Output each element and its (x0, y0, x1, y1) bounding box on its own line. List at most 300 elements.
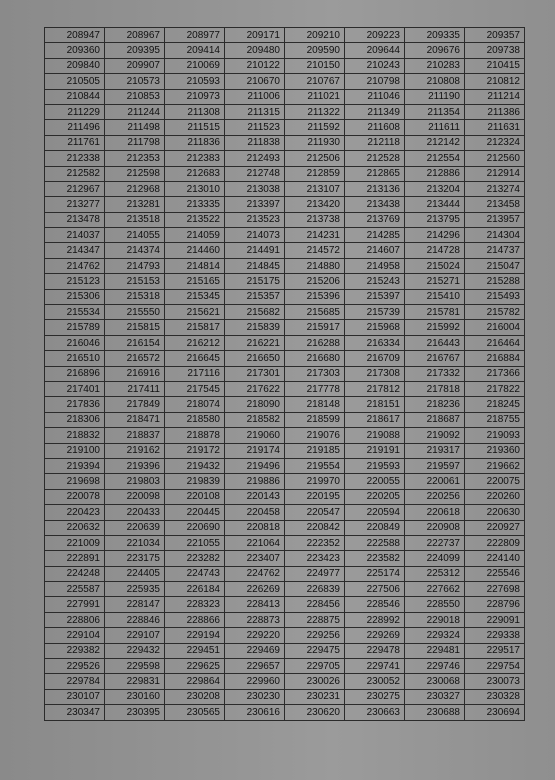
table-cell: 211046 (345, 89, 405, 104)
table-cell: 212968 (105, 181, 165, 196)
table-cell: 222352 (285, 535, 345, 550)
table-cell: 213281 (105, 197, 165, 212)
table-cell: 216443 (405, 335, 465, 350)
table-cell: 228873 (225, 612, 285, 627)
table-cell: 210853 (105, 89, 165, 104)
table-cell: 220690 (165, 520, 225, 535)
table-cell: 218245 (465, 397, 525, 412)
table-row (45, 443, 525, 458)
table-cell: 229784 (45, 674, 105, 689)
table-cell: 212748 (225, 166, 285, 181)
table-cell: 213458 (465, 197, 525, 212)
table-cell: 229526 (45, 659, 105, 674)
number-table-body (45, 28, 525, 721)
table-cell: 210150 (285, 58, 345, 73)
table-cell: 229256 (285, 628, 345, 643)
table-cell: 215396 (285, 289, 345, 304)
table-cell: 212865 (345, 166, 405, 181)
table-cell: 220927 (465, 520, 525, 535)
table-cell: 213010 (165, 181, 225, 196)
table-row (45, 58, 525, 73)
table-cell: 208977 (165, 28, 225, 43)
table-cell: 220055 (345, 474, 405, 489)
table-cell: 225935 (105, 582, 165, 597)
table-cell: 225546 (465, 566, 525, 581)
table-row (45, 566, 525, 581)
table-cell: 224099 (405, 551, 465, 566)
table-cell: 227698 (465, 582, 525, 597)
table-cell: 229481 (405, 643, 465, 658)
table-cell: 217545 (165, 381, 225, 396)
table-cell: 229469 (225, 643, 285, 658)
table-cell: 230107 (45, 689, 105, 704)
table-cell: 229517 (465, 643, 525, 658)
table-cell: 219394 (45, 458, 105, 473)
table-cell: 215839 (225, 320, 285, 335)
table-cell: 229382 (45, 643, 105, 658)
table-cell: 212506 (285, 151, 345, 166)
table-cell: 218755 (465, 412, 525, 427)
table-cell: 212914 (465, 166, 525, 181)
table-cell: 213523 (225, 212, 285, 227)
table-cell: 229107 (105, 628, 165, 643)
table-row (45, 366, 525, 381)
table-cell: 214737 (465, 243, 525, 258)
table-cell: 230231 (285, 689, 345, 704)
table-cell: 220260 (465, 489, 525, 504)
table-cell: 212142 (405, 135, 465, 150)
table-cell: 214304 (465, 228, 525, 243)
table-cell: 229754 (465, 659, 525, 674)
table-cell: 218580 (165, 412, 225, 427)
table-cell: 226839 (285, 582, 345, 597)
table-cell: 219088 (345, 428, 405, 443)
table-cell: 229324 (405, 628, 465, 643)
table-cell: 220908 (405, 520, 465, 535)
table-cell: 220423 (45, 505, 105, 520)
table-cell: 230328 (465, 689, 525, 704)
table-cell: 230616 (225, 705, 285, 720)
table-cell: 216510 (45, 351, 105, 366)
table-cell: 221009 (45, 535, 105, 550)
table-cell: 216767 (405, 351, 465, 366)
table-cell: 210283 (405, 58, 465, 73)
table-cell: 216464 (465, 335, 525, 350)
table-cell: 219100 (45, 443, 105, 458)
table-cell: 221064 (225, 535, 285, 550)
table-cell: 215550 (105, 305, 165, 320)
table-cell: 220078 (45, 489, 105, 504)
table-cell: 229018 (405, 612, 465, 627)
table-cell: 228550 (405, 597, 465, 612)
table-cell: 219597 (405, 458, 465, 473)
table-cell: 209590 (285, 43, 345, 58)
table-cell: 220205 (345, 489, 405, 504)
table-cell: 224248 (45, 566, 105, 581)
table-cell: 211496 (45, 120, 105, 135)
table-cell: 209676 (405, 43, 465, 58)
table-row (45, 643, 525, 658)
table-cell: 212338 (45, 151, 105, 166)
table-cell: 210844 (45, 89, 105, 104)
table-cell: 211315 (225, 104, 285, 119)
table-cell: 222588 (345, 535, 405, 550)
table-cell: 230160 (105, 689, 165, 704)
table-cell: 220433 (105, 505, 165, 520)
table-cell: 209414 (165, 43, 225, 58)
table-cell: 220547 (285, 505, 345, 520)
table-cell: 212598 (105, 166, 165, 181)
table-cell: 211498 (105, 120, 165, 135)
table-cell: 213769 (345, 212, 405, 227)
table-cell: 219886 (225, 474, 285, 489)
table-cell: 218090 (225, 397, 285, 412)
table-cell: 220195 (285, 489, 345, 504)
table-cell: 209644 (345, 43, 405, 58)
table-cell: 226269 (225, 582, 285, 597)
table-cell: 230073 (465, 674, 525, 689)
table-cell: 211244 (105, 104, 165, 119)
table-row (45, 428, 525, 443)
table-cell: 213738 (285, 212, 345, 227)
table-cell: 214231 (285, 228, 345, 243)
table-cell: 209335 (405, 28, 465, 43)
table-cell: 219662 (465, 458, 525, 473)
table-cell: 210808 (405, 74, 465, 89)
table-cell: 229475 (285, 643, 345, 658)
table-cell: 211523 (225, 120, 285, 135)
table-cell: 212118 (345, 135, 405, 150)
table-cell: 211229 (45, 104, 105, 119)
table-cell: 214762 (45, 258, 105, 273)
table-cell: 223175 (105, 551, 165, 566)
table-cell: 228456 (285, 597, 345, 612)
table-cell: 220458 (225, 505, 285, 520)
table-cell: 219060 (225, 428, 285, 443)
table-row (45, 520, 525, 535)
table-cell: 211190 (405, 89, 465, 104)
table-cell: 220098 (105, 489, 165, 504)
table-cell: 219496 (225, 458, 285, 473)
table-cell: 211006 (225, 89, 285, 104)
table-row (45, 474, 525, 489)
table-cell: 217366 (465, 366, 525, 381)
table-cell: 211838 (225, 135, 285, 150)
table-cell: 215493 (465, 289, 525, 304)
table-cell: 212493 (225, 151, 285, 166)
table-cell: 224977 (285, 566, 345, 581)
table-cell: 215153 (105, 274, 165, 289)
table-row (45, 89, 525, 104)
table-cell: 211308 (165, 104, 225, 119)
table-cell: 228413 (225, 597, 285, 612)
table-cell: 229269 (345, 628, 405, 643)
table-cell: 218837 (105, 428, 165, 443)
table-cell: 211214 (465, 89, 525, 104)
table-cell: 209223 (345, 28, 405, 43)
table-cell: 215992 (405, 320, 465, 335)
table-cell: 217622 (225, 381, 285, 396)
table-cell: 215534 (45, 305, 105, 320)
table-cell: 210243 (345, 58, 405, 73)
table-row (45, 351, 525, 366)
table-cell: 222737 (405, 535, 465, 550)
table-cell: 219360 (465, 443, 525, 458)
table-cell: 217818 (405, 381, 465, 396)
table-cell: 229338 (465, 628, 525, 643)
table-cell: 216212 (165, 335, 225, 350)
table-cell: 220618 (405, 505, 465, 520)
table-cell: 219698 (45, 474, 105, 489)
table-cell: 228323 (165, 597, 225, 612)
table-cell: 230068 (405, 674, 465, 689)
table-cell: 211349 (345, 104, 405, 119)
table-cell: 218878 (165, 428, 225, 443)
table-cell: 225587 (45, 582, 105, 597)
table-cell: 229705 (285, 659, 345, 674)
table-cell: 215243 (345, 274, 405, 289)
table-cell: 214880 (285, 258, 345, 273)
table-cell: 211354 (405, 104, 465, 119)
table-cell: 229625 (165, 659, 225, 674)
table-cell: 220445 (165, 505, 225, 520)
table-row (45, 74, 525, 89)
table-cell: 214491 (225, 243, 285, 258)
table-cell: 217812 (345, 381, 405, 396)
table-cell: 218074 (165, 397, 225, 412)
table-cell: 223423 (285, 551, 345, 566)
table-cell: 219093 (465, 428, 525, 443)
table-cell: 229432 (105, 643, 165, 658)
table-cell: 225312 (405, 566, 465, 581)
table-cell: 211592 (285, 120, 345, 135)
table-cell: 228866 (165, 612, 225, 627)
table-cell: 230347 (45, 705, 105, 720)
table-cell: 215739 (345, 305, 405, 320)
table-cell: 211322 (285, 104, 345, 119)
table-cell: 219317 (405, 443, 465, 458)
table-cell: 213107 (285, 181, 345, 196)
table-cell: 223582 (345, 551, 405, 566)
table-row (45, 104, 525, 119)
table-cell: 212886 (405, 166, 465, 181)
table-cell: 214037 (45, 228, 105, 243)
table-cell: 219172 (165, 443, 225, 458)
table-cell: 217822 (465, 381, 525, 396)
table-cell: 227506 (345, 582, 405, 597)
table-row (45, 228, 525, 243)
table-cell: 215917 (285, 320, 345, 335)
table-cell: 228875 (285, 612, 345, 627)
table-cell: 216288 (285, 335, 345, 350)
table-cell: 216709 (345, 351, 405, 366)
table-cell: 214285 (345, 228, 405, 243)
table-cell: 215271 (405, 274, 465, 289)
table-cell: 215206 (285, 274, 345, 289)
table-row (45, 674, 525, 689)
table-cell: 230052 (345, 674, 405, 689)
table-cell: 215781 (405, 305, 465, 320)
table-cell: 225174 (345, 566, 405, 581)
table-cell: 228147 (105, 597, 165, 612)
table-cell: 228846 (105, 612, 165, 627)
table-cell: 230565 (165, 705, 225, 720)
table-row (45, 181, 525, 196)
table-cell: 209210 (285, 28, 345, 43)
table-cell: 216334 (345, 335, 405, 350)
table-cell: 215175 (225, 274, 285, 289)
table-cell: 217401 (45, 381, 105, 396)
table-row (45, 535, 525, 550)
table-cell: 220818 (225, 520, 285, 535)
table-cell: 223282 (165, 551, 225, 566)
table-row (45, 28, 525, 43)
table-cell: 219593 (345, 458, 405, 473)
table-cell: 222891 (45, 551, 105, 566)
table-cell: 214728 (405, 243, 465, 258)
table-cell: 215782 (465, 305, 525, 320)
table-cell: 230395 (105, 705, 165, 720)
table-row (45, 197, 525, 212)
table-cell: 213038 (225, 181, 285, 196)
table-row (45, 659, 525, 674)
table-cell: 222809 (465, 535, 525, 550)
table-cell: 211608 (345, 120, 405, 135)
table-cell: 216680 (285, 351, 345, 366)
table-cell: 229831 (105, 674, 165, 689)
table-cell: 213444 (405, 197, 465, 212)
table-cell: 211021 (285, 89, 345, 104)
table-cell: 220108 (165, 489, 225, 504)
table-cell: 229864 (165, 674, 225, 689)
table-row (45, 151, 525, 166)
table-row (45, 258, 525, 273)
table-row (45, 335, 525, 350)
table-cell: 230230 (225, 689, 285, 704)
table-cell: 230026 (285, 674, 345, 689)
table-cell: 228796 (465, 597, 525, 612)
table-cell: 219839 (165, 474, 225, 489)
table-cell: 210573 (105, 74, 165, 89)
table-cell: 229746 (405, 659, 465, 674)
table-cell: 210812 (465, 74, 525, 89)
table-cell: 218832 (45, 428, 105, 443)
table-row (45, 120, 525, 135)
number-table (44, 27, 525, 721)
table-cell: 211386 (465, 104, 525, 119)
table-row (45, 705, 525, 720)
table-cell: 209357 (465, 28, 525, 43)
table-cell: 209907 (105, 58, 165, 73)
table-cell: 214572 (285, 243, 345, 258)
table-row (45, 612, 525, 627)
table-cell: 217303 (285, 366, 345, 381)
table-cell: 214055 (105, 228, 165, 243)
table-row (45, 689, 525, 704)
table-row (45, 505, 525, 520)
table-cell: 214793 (105, 258, 165, 273)
table-row (45, 489, 525, 504)
table-cell: 210767 (285, 74, 345, 89)
table-cell: 219092 (405, 428, 465, 443)
table-cell: 214059 (165, 228, 225, 243)
table-cell: 230208 (165, 689, 225, 704)
table-cell: 216572 (105, 351, 165, 366)
table-cell: 212859 (285, 166, 345, 181)
table-cell: 212324 (465, 135, 525, 150)
table-cell: 229220 (225, 628, 285, 643)
table-cell: 216154 (105, 335, 165, 350)
table-cell: 218151 (345, 397, 405, 412)
table-cell: 216046 (45, 335, 105, 350)
table-row (45, 412, 525, 427)
table-cell: 216645 (165, 351, 225, 366)
table-cell: 214607 (345, 243, 405, 258)
table-cell: 210798 (345, 74, 405, 89)
table-cell: 218687 (405, 412, 465, 427)
table-cell: 220075 (465, 474, 525, 489)
table-cell: 220630 (465, 505, 525, 520)
table-row (45, 289, 525, 304)
table-cell: 215024 (405, 258, 465, 273)
table-cell: 212560 (465, 151, 525, 166)
table-cell: 213957 (465, 212, 525, 227)
table-row (45, 397, 525, 412)
table-cell: 215306 (45, 289, 105, 304)
table-cell: 230694 (465, 705, 525, 720)
table-cell: 215357 (225, 289, 285, 304)
table-cell: 224405 (105, 566, 165, 581)
table-cell: 215288 (465, 274, 525, 289)
table-cell: 219803 (105, 474, 165, 489)
table-cell: 224762 (225, 566, 285, 581)
table-cell: 208967 (105, 28, 165, 43)
table-cell: 230663 (345, 705, 405, 720)
table-cell: 218599 (285, 412, 345, 427)
table-cell: 217778 (285, 381, 345, 396)
table-cell: 229104 (45, 628, 105, 643)
table-cell: 229091 (465, 612, 525, 627)
table-cell: 211515 (165, 120, 225, 135)
table-cell: 216916 (105, 366, 165, 381)
table-cell: 223407 (225, 551, 285, 566)
table-cell: 215397 (345, 289, 405, 304)
table-cell: 220842 (285, 520, 345, 535)
table-cell: 215345 (165, 289, 225, 304)
table-row (45, 381, 525, 396)
table-cell: 228806 (45, 612, 105, 627)
table-row (45, 274, 525, 289)
table-cell: 211798 (105, 135, 165, 150)
table-cell: 214374 (105, 243, 165, 258)
table-cell: 221055 (165, 535, 225, 550)
table-cell: 214958 (345, 258, 405, 273)
table-cell: 210973 (165, 89, 225, 104)
table-cell: 214460 (165, 243, 225, 258)
table-cell: 219432 (165, 458, 225, 473)
table-cell: 216221 (225, 335, 285, 350)
table-cell: 212528 (345, 151, 405, 166)
table-cell: 214347 (45, 243, 105, 258)
table-cell: 209171 (225, 28, 285, 43)
table-cell: 221034 (105, 535, 165, 550)
table-cell: 219191 (345, 443, 405, 458)
table-cell: 215047 (465, 258, 525, 273)
table-cell: 213136 (345, 181, 405, 196)
table-cell: 219185 (285, 443, 345, 458)
table-cell: 211761 (45, 135, 105, 150)
table-cell: 210505 (45, 74, 105, 89)
